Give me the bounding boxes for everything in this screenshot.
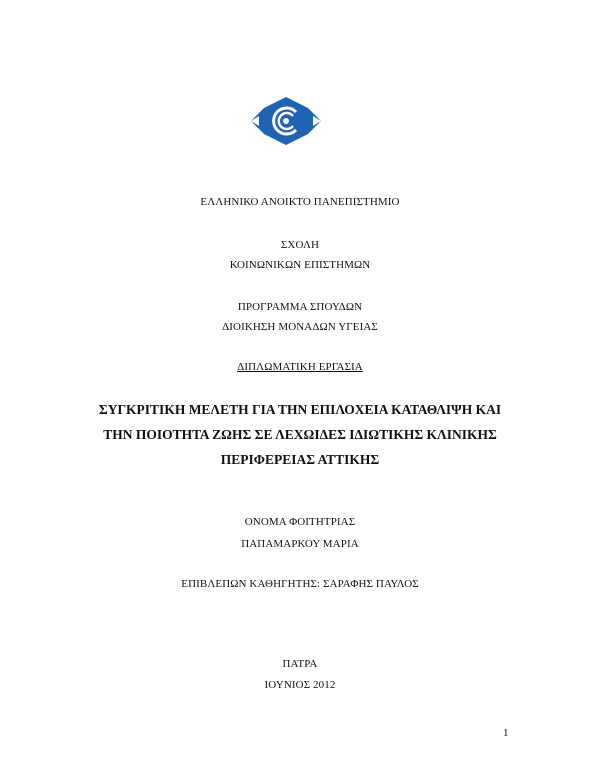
program-label: ΠΡΟΓΡΑΜΜΑ ΣΠΟΥΔΩΝ bbox=[237, 301, 363, 313]
school-label: ΣΧΟΛΗ bbox=[280, 239, 320, 251]
place: ΠΑΤΡΑ bbox=[282, 658, 318, 670]
university-name: ΕΛΛΗΝΙΚΟ ΑΝΟΙΚΤΟ ΠΑΝΕΠΙΣΤΗΜΙΟ bbox=[200, 196, 400, 208]
document-type: ΔΙΠΛΩΜΑΤΙΚΗ ΕΡΓΑΣΙΑ bbox=[237, 361, 363, 373]
supervisor: ΕΠΙΒΛΕΠΩΝ ΚΑΘΗΓΗΤΗΣ: ΣΑΡΑΦΗΣ ΠΑΥΛΟΣ bbox=[181, 578, 419, 590]
program-name: ΔΙΟΙΚΗΣΗ ΜΟΝΑΔΩΝ ΥΓΕΙΑΣ bbox=[222, 321, 378, 333]
page-number: 1 bbox=[503, 727, 509, 739]
thesis-title-line-2: ΤΗΝ ΠΟΙΟΤΗΤΑ ΖΩΗΣ ΣΕ ΛΕΧΩΙΔΕΣ ΙΔΙΩΤΙΚΗΣ ΚΛΙΝΙΚΗΣ bbox=[103, 427, 497, 442]
student-label: ΟΝΟΜΑ ΦΟΙΤΗΤΡΙΑΣ bbox=[244, 516, 356, 528]
school-name: ΚΟΙΝΩΝΙΚΩΝ ΕΠΙΣΤΗΜΩΝ bbox=[229, 259, 371, 271]
university-emblem-icon bbox=[250, 96, 322, 146]
date: ΙΟΥΝΙΟΣ 2012 bbox=[264, 679, 336, 691]
thesis-title-line-3: ΠΕΡΙΦΕΡΕΙΑΣ ΑΤΤΙΚΗΣ bbox=[220, 452, 380, 467]
thesis-title-line-1: ΣΥΓΚΡΙΤΙΚΗ ΜΕΛΕΤΗ ΓΙΑ ΤΗΝ ΕΠΙΛΟΧΕΙΑ ΚΑΤΑΘΛΙΨΗ ΚΑΙ bbox=[98, 402, 502, 417]
student-name: ΠΑΠΑΜΑΡΚΟΥ ΜΑΡΙΑ bbox=[241, 538, 359, 550]
